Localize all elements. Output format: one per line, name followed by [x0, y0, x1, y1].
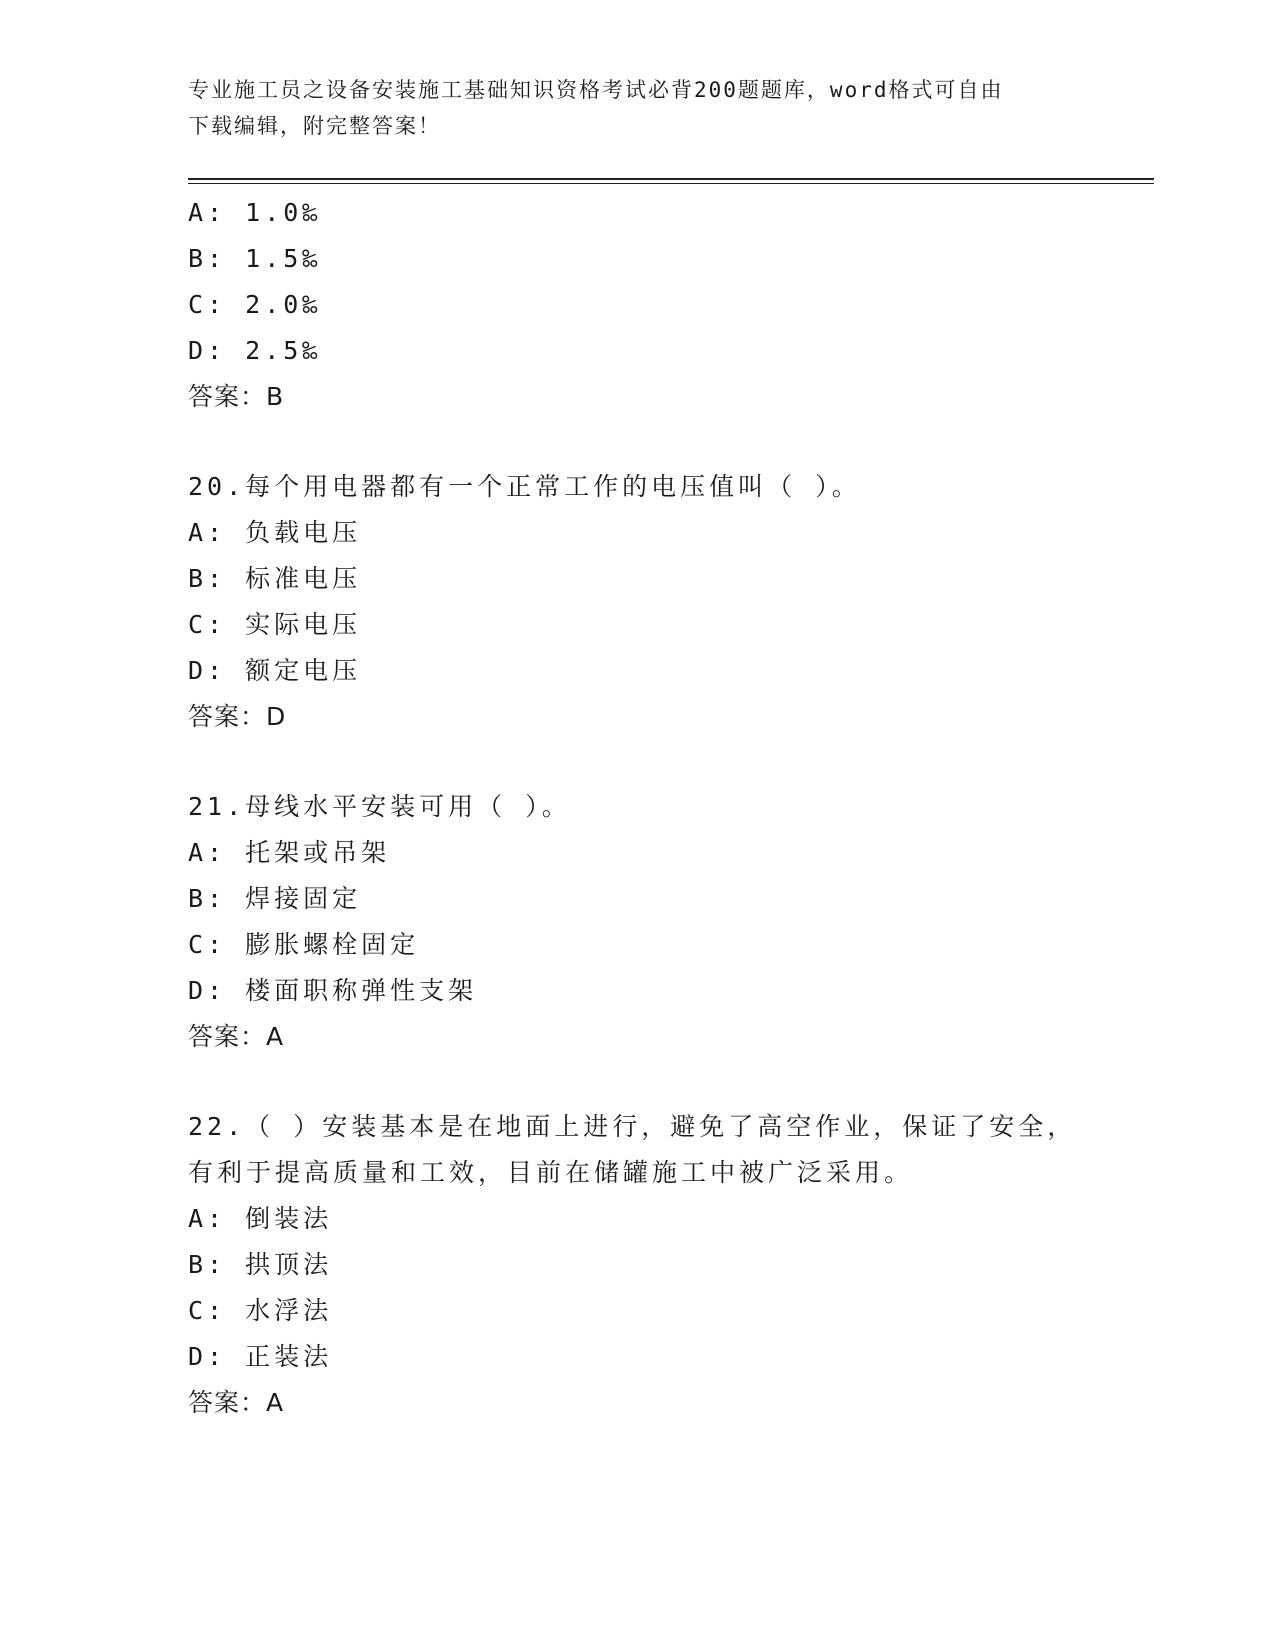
option-d: D: 2.5‰ — [188, 336, 322, 365]
option-b: B: 1.5‰ — [188, 244, 322, 273]
option-a: A: 托架或吊架 — [188, 838, 391, 867]
option-b: B: 焊接固定 — [188, 884, 362, 913]
question-19 — [188, 190, 1088, 420]
question-20 — [188, 464, 1088, 740]
option-a: A: 1.0‰ — [188, 198, 322, 227]
header-line-2: 下载编辑，附完整答案！ — [188, 114, 441, 138]
question-text: 20.每个用电器都有一个正常工作的电压值叫（ ）。 — [188, 472, 861, 501]
question-text: 21.母线水平安装可用（ ）。 — [188, 792, 571, 821]
option-a: A: 负载电压 — [188, 518, 362, 547]
option-b: B: 拱顶法 — [188, 1250, 333, 1279]
question-text-line-2: 有利于提高质量和工效，目前在储罐施工中被广泛采用。 — [188, 1158, 914, 1187]
question-22 — [188, 1104, 1088, 1426]
option-a: A: 倒装法 — [188, 1204, 333, 1233]
option-c: C: 水浮法 — [188, 1296, 333, 1325]
answer: 答案：A — [188, 1022, 285, 1051]
answer: 答案：A — [188, 1388, 285, 1417]
option-c: C: 实际电压 — [188, 610, 362, 639]
option-d: D: 正装法 — [188, 1342, 333, 1371]
document-header — [188, 72, 1068, 144]
spacer — [188, 740, 1088, 784]
option-c: C: 膨胀螺栓固定 — [188, 930, 420, 959]
header-rule-thick — [188, 178, 1154, 180]
option-c: C: 2.0‰ — [188, 290, 322, 319]
question-list — [188, 190, 1088, 1426]
spacer — [188, 1060, 1088, 1104]
spacer — [188, 420, 1088, 464]
answer: 答案：B — [188, 382, 285, 411]
option-d: D: 额定电压 — [188, 656, 362, 685]
option-d: D: 楼面职称弹性支架 — [188, 976, 478, 1005]
header-rule-thin — [188, 183, 1154, 184]
header-line-1: 专业施工员之设备安装施工基础知识资格考试必背200题题库，word格式可自由 — [188, 78, 1004, 102]
answer: 答案：D — [188, 702, 287, 731]
question-text-line-1: 22.（ ）安装基本是在地面上进行，避免了高空作业，保证了安全， — [188, 1112, 1077, 1141]
question-21 — [188, 784, 1088, 1060]
option-b: B: 标准电压 — [188, 564, 362, 593]
